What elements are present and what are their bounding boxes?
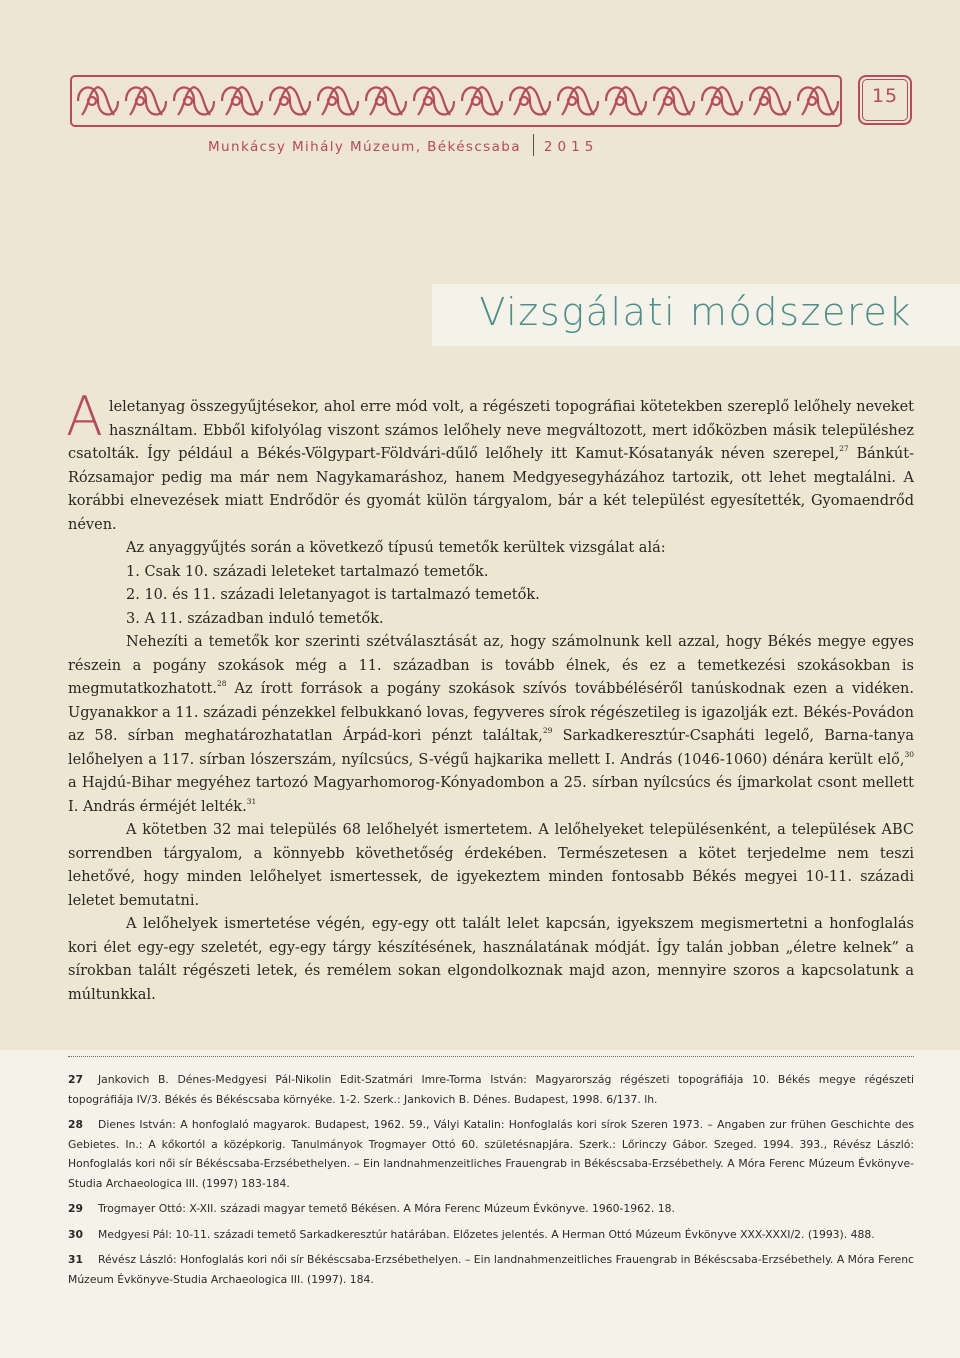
footnote-separator: [68, 1056, 914, 1057]
page-number: 15: [871, 85, 899, 107]
footnote-ref-27[interactable]: 27: [839, 444, 849, 453]
footnote-ref-29[interactable]: 29: [542, 726, 553, 735]
institution-name: Munkácsy Mihály Múzeum, Békéscsaba: [208, 139, 521, 155]
footnote: 29 Trogmayer Ottó: X-XII. századi magyar temető Békésen. A Móra Ferenc Múzeum Évkönyve. 1960-1962. 18.: [68, 1202, 675, 1215]
body-text: [66, 385, 915, 1007]
paragraph-1: Aleletanyag összegyűjtésekor, ahol erre mód volt, a régészeti topográfiai kötetekben szereplő lelőhely neveket használtam. Ebből kifolyólag viszont számos lelőhely neve megváltozott, mert időközben másik településhez csatolták. Így például a Békés-Völgypart-Földvári-dűlő lelőhely itt Kamut-Kósatanyák néven szerepel,$^{27}$ Bánkút-Rózsamajor pedig ma már nem Nagykamaráshoz, hanem Medgyesegyházához tartozik, ott lehet megtalálni. A korábbi elnevezések miatt Endrődör és gyomát külön tárgyalom, bár a két települést egyesítették, Gyomaendrőd néven.: [66, 385, 914, 533]
drop-cap: A: [66, 385, 103, 448]
section-title-band: [432, 284, 960, 346]
footnotes: [68, 1070, 914, 1295]
header-year: 2015: [543, 139, 599, 155]
page-number-box: [858, 75, 912, 125]
section-title: Vizsgálati módszerek: [479, 290, 912, 334]
footnote: 27 Jankovich B. Dénes-Medgyesi Pál-Nikolin Edit-Szatmári Imre-Torma István: Magyarország régészeti topográfiája 10. Békés megye régészeti topográfiája IV/3. Békés és Békéscsaba környéke. 1-2. Szerk.: Jankovich B. Dénes. Budapest, 1998. 6/137. lh.: [68, 1073, 914, 1106]
paragraph-2: Az anyaggyűjtés során a következő típusú temetők kerültek vizsgálat alá:: [126, 540, 666, 556]
decorative-ornament-border: [70, 75, 842, 127]
list-item: 2. 10. és 11. századi leletanyagot is tartalmazó temetők.: [126, 587, 540, 603]
footnote-ref-30[interactable]: 30: [904, 749, 914, 759]
list-item: 3. A 11. században induló temetők.: [126, 610, 384, 627]
paragraph-4: A kötetben 32 mai település 68 lelőhelyét ismertetem. A lelőhelyeket településenként, a települések ABC sorrendben tárgyalom, a könnyebb követhetőség érdekében. Természetesen a kötet terjedelme nem teszi lehetővé, hogy minden lelőhelyet ismertessek, de igyekeztem minden fontosabb Békés megyei 10-11. századi leletet bemutatni.: [68, 822, 914, 909]
footnote: 28 Dienes István: A honfoglaló magyarok. Budapest, 1962. 59., Vályi Katalin: Honfoglalás kori sírok Szeren 1973. – Angaben zur frühen Geschichte des Gebietes. In.: A kőkortól a középkorig. Tanulmányok Trogmayer Ottó 60. születésnapjára. Szerk.: Lőrinczy Gábor. Szeged. 1994. 393., Révész László: Honfoglalás kori női sír Békéscsaba-Erzsébethelyen. – Ein landnahmenzeitliches Frauengrab in Békéscsaba-Erzsébethely. A Móra Ferenc Múzeum Évkönyve-Studia Archaeologica III. (1997) 183-184.: [68, 1118, 914, 1190]
list-item: 1. Csak 10. századi leleteket tartalmazó temetők.: [126, 563, 489, 580]
footnote-ref-28[interactable]: 28: [216, 679, 227, 688]
running-header: [208, 136, 598, 158]
paragraph-5: A lelőhelyek ismertetése végén, egy-egy ott talált lelet kapcsán, igyekszem megismertetni a honfoglalás kori élet egy-egy szeletét, egy-egy tárgy készítésének, használatának módját. Így talán jobban „életre kelnek” a sírokban talált régészeti letek, és remélem sokan elgondolkoznak majd azon, mennyire szoros a kapcsolatunk a múltunkkal.: [68, 916, 914, 1003]
footnote-ref-31[interactable]: 31: [246, 796, 257, 806]
footnote: 31 Révész László: Honfoglalás kori női sír Békéscsaba-Erzsébethelyen. – Ein landnahmenzeitliches Frauengrab in Békéscsaba-Erzsébethely. A Móra Ferenc Múzeum Évkönyve-Studia Archaeologica III. (1997). 184.: [68, 1253, 914, 1286]
header-separator: [533, 134, 534, 156]
paragraph-3: Nehezíti a temetők kor szerinti szétválasztását az, hogy számolnunk kell azzal, hogy Békés megye egyes részein a pogány szokások még a 11. században is tovább élnek, és ez a temetkezési szokásokban is megmutatkozhatott.$^{28}$ Az írott források a pogány szokások szívós továbbéléséről tanúskodnak ezen a vidéken. Ugyanakkor a 11. századi pénzekkel felbukkanó lovas, fegyveres sírok régészetileg is igazolják ezt. Békés-Povádon az 58. sírban meghatározhatatlan Árpád-kori pénzt találtak,$^{29}$ Sarkadkeresztúr-Csapháti legelő, Barna-tanya lelőhelyen a 117. sírban lószerszám, nyílcsúcs, S-végű hajkarika mellett I. András (1046-1060) dénára került elő,$^{30}$ a Hajdú-Bihar megyéhez tartozó Magyarhomorog-Kónyadombon a 25. sírban nyílcsúcs és íjmarkolat csont mellett I. András érméjét lelték.$^{31}$: [68, 634, 915, 815]
footnote: 30 Medgyesi Pál: 10-11. századi temető Sarkadkeresztúr határában. Előzetes jelentés. A Herman Ottó Múzeum Évkönyve XXX-XXXI/2. (1993). 488.: [68, 1227, 875, 1241]
